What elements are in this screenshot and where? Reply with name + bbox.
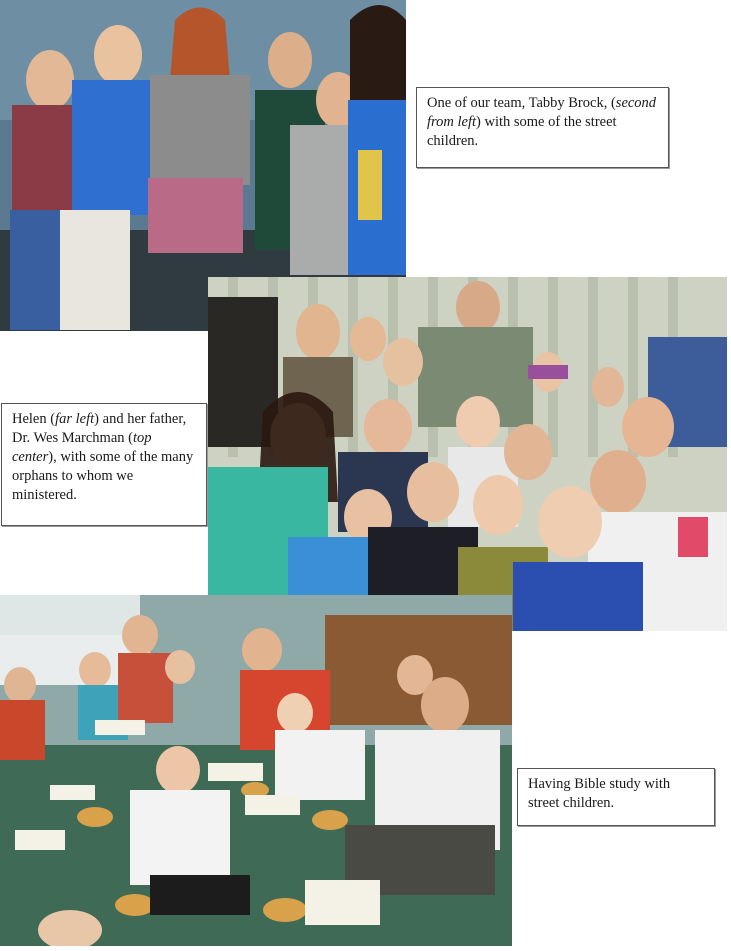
caption-bible-study <box>517 768 715 826</box>
caption-team-text-2: with some of the street children. <box>427 114 617 149</box>
photo-orphans-image <box>208 277 727 631</box>
caption-orphans-text-2: and her father, Dr. Wes Marchman <box>12 411 187 446</box>
caption-orphans-text-3: , with some of the many orphans to whom we ministered. <box>12 449 194 503</box>
caption-orphans-emphasis-1: far left <box>55 411 95 427</box>
caption-team: One of our team, Tabby Brock, (second from left) with some of the street children. <box>416 87 669 168</box>
caption-orphans: Helen (far left) and her father, Dr. Wes Marchman (top center), with some of the many orphans to whom we ministered. <box>1 403 207 526</box>
photo-orphans <box>208 277 727 631</box>
caption-bible-study-text: Having Bible study with street children. <box>528 776 671 811</box>
photo-bible-study <box>0 595 512 946</box>
caption-team-emphasis: second from left <box>427 95 657 130</box>
caption-team-text-1: One of our team, Tabby Brock, <box>427 95 608 111</box>
photo-bible-study-image <box>0 595 512 946</box>
caption-orphans-text-1: Helen <box>12 411 47 427</box>
caption-orphans-emphasis-2: top center <box>12 430 152 465</box>
